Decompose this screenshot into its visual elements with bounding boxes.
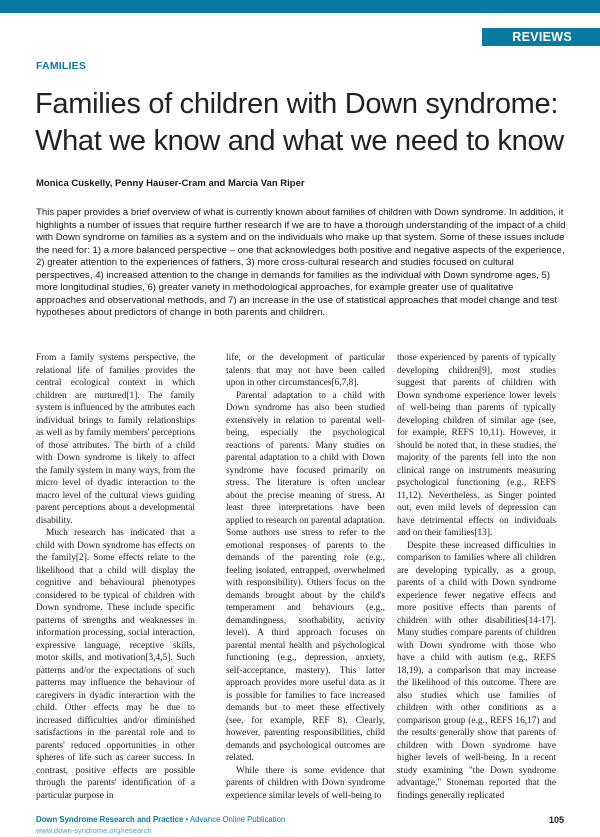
paragraph: those experienced by parents of typically developing children[9], most studies suggest that parents of children with Down syndrome experience lower levels of well-being than parents of typically developing children of similar age (see, for example, REFS 10,11). However, it should be noted that, in these studies, the majority of the parents fell into the non clinical range on instruments measuring psychological functioning (e.g., REFS 11,12). Nevertheless, as Singer pointed out, even mild levels of depression can have detrimental effects on individuals and on their families[13]. [397,353,556,538]
footer-journal [36,815,285,824]
top-accent-bar [0,0,600,13]
body-column-1 [36,352,195,802]
authors: Monica Cuskelly, Penny Hauser-Cram and Marcia Van Riper [36,178,305,189]
footer-url[interactable]: www.down-syndrome.org/research [36,826,152,835]
paragraph: Parental adaptation to a child with Down syndrome has also been studied extensively in relation to parental well-being, especially the psychological reactions of parents. Many studies on parental adaptation to a child with Down syndrome have focused primarily on stress. The literature is often unclear about the precise meaning of stress. At least three interpretations have been applied to research on parental adaptation. Some authors use stress to refer to the emotional responses of parents to the demands of the parenting role (e.g., feeling isolated, entrapped, overwhelmed with responsibility). Others focus on the demands brought about by the child's temperament and behaviours (e.g., demandingness, soothability, activity level). A third approach focuses on parental mental health and psychological functioning (e.g., depression, anxiety, self-acceptance, mastery). This latter approach provides more useful data as it is possible for families to face increased demands but to meet these effectively (see, for example, REF 8). Clearly, however, parenting responsibilities, child demands and psychological outcomes are related. [226,390,385,763]
paragraph: Much research has indicated that a child with Down syndrome has effects on the family[2]. Some effects relate to the likelihood that a child will display the cognitive and behavioural phenotypes considered to be typical of children with Down syndrome. These include specific patterns of strengths and weaknesses in information processing, social interaction, expressive language, receptive skills, motor skills, and motivation[3,4,5]. Such patterns and/or the expectations of such patterns may influence the behaviour of caregivers in dyadic interaction with the child. Other effects may be due to increased difficulties and/or diminished satisfactions in the parental role and to parents' reduced opportunities in other spheres of life such as career success. In contrast, positive effects are possible through the parents' identification of a particular purpose in [36,528,195,801]
reviews-label: REVIEWS [512,30,572,44]
paragraph: While there is some evidence that parents of children with Down syndrome experience similar levels of well-being to [226,765,385,801]
abstract: This paper provides a brief overview of what is currently known about families of children with Down syndrome. In addition, it highlights a number of issues that require further research if we are to have a thorough understanding of the impact of a child with Down syndrome on families as a system and on the individuals who make up that system. Some of these issues include the need for: 1) a more balanced perspective – one that acknowledges both positive and negative aspects of the experience, 2) greater attention to the experiences of fathers, 3) more cross-cultural research and studies focused on cultural perspectives, 4) increased attention to the change in demands for families as the individual with Down syndrome ages, 5) more longitudinal studies, 6) greater variety in methodological approaches, for example greater use of qualitative approaches and observational methods, and 7) an increase in the use of statistical approaches that model change and test hypotheses about predictors of change in both parents and children. [36,207,566,319]
paragraph: Despite these increased difficulties in comparison to families where all children are developing typically, as a group, parents of a child with Down syndrome experience fewer negative effects and more positive effects than parents of children with other disabilities[14-17]. Many studies compare parents of children with Down syndrome with those who have a child with autism (e.g., REFS 18,19), a comparison that may increase the likelihood of this outcome. There are also studies which use families of children with other conditions as a comparison group (e.g., REFS 16,17) and the results generally show that parents of children with Down syndrome have higher levels of well-being. In a recent study examining "the Down syndrome advantage," Stoneman reported that the findings generally replicated [397,540,556,801]
article-title: Families of children with Down syndrome: What we know and what we need to know [35,88,564,157]
body-column-2 [226,352,385,802]
body-column-3 [397,352,556,802]
paragraph: From a family systems perspective, the relational life of families provides the central ecological context in which children are nurtured[1]. The family system is influenced by the attributes each individual brings to family relationships as well as by family members' perceptions of those attributes. The birth of a child with Down syndrome is likely to affect the family system in many ways, from the micro level of dyadic interaction to the macro level of the cultural views guiding parent perceptions about a developmental disability. [36,353,195,526]
publication-status: • Advance Online Publication [183,815,286,824]
section-label: FAMILIES [36,60,87,72]
page-number: 105 [548,815,564,825]
journal-name: Down Syndrome Research and Practice [36,815,184,824]
paragraph: life, or the development of particular talents that may not have been called upon in other circumstances[6,7,8]. [226,353,385,388]
